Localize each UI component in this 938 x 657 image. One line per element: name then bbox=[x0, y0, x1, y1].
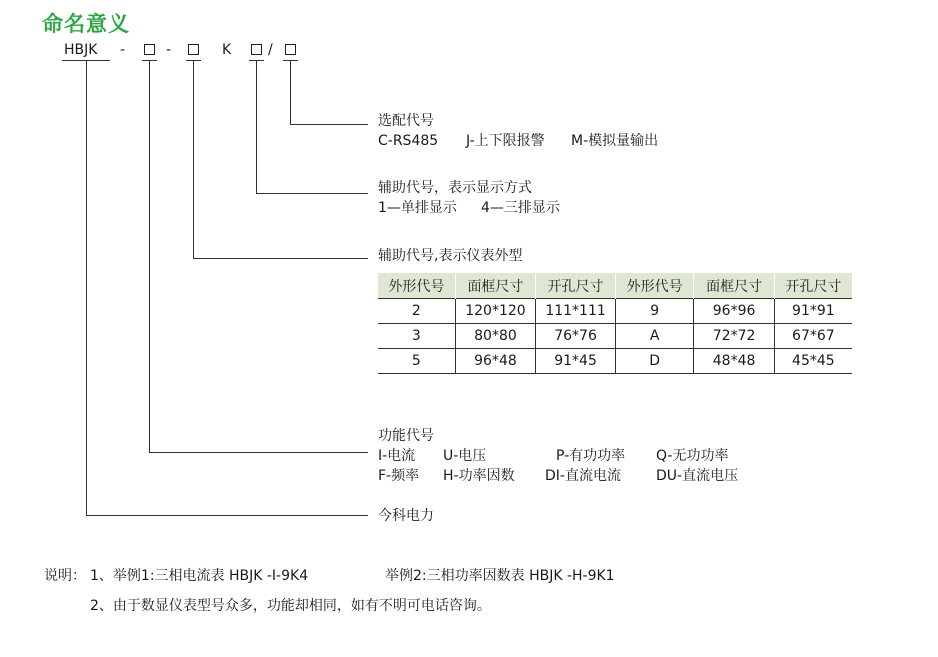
shape-size-table bbox=[378, 273, 852, 374]
function-item-dc-current: DI-直流电流 bbox=[545, 468, 621, 484]
table-cell: 5 bbox=[378, 349, 455, 374]
table-cell: 76*76 bbox=[536, 324, 616, 349]
display-item-single: 1—单排显示 bbox=[378, 200, 457, 216]
code-dash-2: - bbox=[166, 42, 172, 58]
brand-connector-vertical bbox=[86, 61, 87, 516]
shape-connector-horizontal bbox=[193, 258, 368, 259]
table-cell: 48*48 bbox=[694, 349, 774, 374]
function-item-current: I-电流 bbox=[378, 448, 416, 464]
table-header-row bbox=[378, 273, 852, 299]
model-prefix: HBJK bbox=[64, 42, 98, 58]
table-header: 开孔尺寸 bbox=[774, 273, 852, 299]
option-connector-horizontal bbox=[290, 124, 368, 125]
brand-connector-horizontal bbox=[86, 515, 368, 516]
display-connector-vertical bbox=[256, 61, 257, 194]
display-item-triple: 4—三排显示 bbox=[481, 200, 560, 216]
table-header: 外形代号 bbox=[615, 273, 694, 299]
table-cell: A bbox=[615, 324, 694, 349]
option-code-box bbox=[285, 44, 296, 55]
shape-label: 辅助代号,表示仪表外型 bbox=[378, 248, 523, 264]
table-cell: 45*45 bbox=[774, 349, 852, 374]
table-header: 面框尺寸 bbox=[694, 273, 774, 299]
table-row bbox=[378, 324, 852, 349]
notes-line-2: 2、由于数显仪表型号众多，功能却相同，如有不明可电话咨询。 bbox=[90, 598, 491, 614]
function-label: 功能代号 bbox=[378, 428, 434, 444]
function-item-frequency: F-频率 bbox=[378, 468, 420, 484]
notes-example-2: 举例2:三相功率因数表 HBJK -H-9K1 bbox=[385, 568, 615, 584]
code-dash-1: - bbox=[120, 42, 126, 58]
table-cell: 72*72 bbox=[694, 324, 774, 349]
notes-example-1: 1、举例1:三相电流表 HBJK -I-9K4 bbox=[90, 568, 309, 584]
shape-connector-vertical bbox=[193, 61, 194, 259]
table-cell: 67*67 bbox=[774, 324, 852, 349]
page-title: 命名意义 bbox=[42, 12, 130, 36]
brand-label: 今科电力 bbox=[378, 508, 434, 524]
table-header: 开孔尺寸 bbox=[536, 273, 616, 299]
display-connector-horizontal bbox=[256, 193, 368, 194]
option-item-rs485: C-RS485 bbox=[378, 133, 439, 149]
function-connector-vertical bbox=[149, 61, 150, 453]
function-connector-horizontal bbox=[149, 452, 368, 453]
table-cell: 111*111 bbox=[536, 299, 616, 324]
function-item-dc-voltage: DU-直流电压 bbox=[656, 468, 739, 484]
table-cell: 96*96 bbox=[694, 299, 774, 324]
table-cell: 2 bbox=[378, 299, 455, 324]
option-connector-vertical bbox=[290, 61, 291, 125]
table-row bbox=[378, 299, 852, 324]
table-header: 外形代号 bbox=[378, 273, 455, 299]
code-slash: / bbox=[268, 42, 273, 58]
table-cell: 80*80 bbox=[455, 324, 536, 349]
option-item-analog: M-模拟量输出 bbox=[571, 133, 659, 149]
table-cell: 9 bbox=[615, 299, 694, 324]
display-code-box bbox=[251, 44, 262, 55]
table-cell: 120*120 bbox=[455, 299, 536, 324]
option-label: 选配代号 bbox=[378, 113, 434, 129]
table-cell: 3 bbox=[378, 324, 455, 349]
function-item-active-power: P-有功功率 bbox=[556, 448, 626, 464]
notes-prefix: 说明： bbox=[44, 568, 86, 584]
code-k-letter: K bbox=[222, 42, 232, 58]
function-item-reactive-power: Q-无功功率 bbox=[656, 448, 729, 464]
shape-code-box bbox=[188, 44, 199, 55]
table-cell: 91*45 bbox=[536, 349, 616, 374]
option-item-alarm: J-上下限报警 bbox=[466, 133, 545, 149]
function-item-power-factor: H-功率因数 bbox=[443, 468, 515, 484]
display-label: 辅助代号，表示显示方式 bbox=[378, 180, 532, 196]
table-cell: D bbox=[615, 349, 694, 374]
table-cell: 91*91 bbox=[774, 299, 852, 324]
table-header: 面框尺寸 bbox=[455, 273, 536, 299]
table-cell: 96*48 bbox=[455, 349, 536, 374]
function-item-voltage: U-电压 bbox=[443, 448, 487, 464]
table-row bbox=[378, 349, 852, 374]
function-code-box bbox=[144, 44, 155, 55]
